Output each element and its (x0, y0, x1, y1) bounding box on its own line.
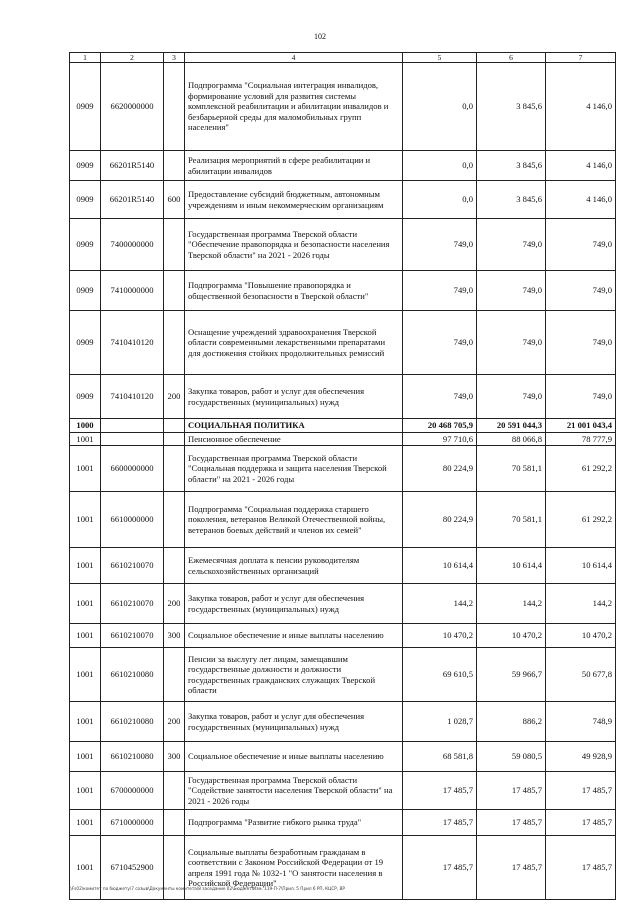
amount-year1-cell: 749,0 (403, 219, 477, 271)
table-row (70, 648, 616, 702)
expense-type-cell: 200 (164, 375, 185, 419)
target-article-cell: 7410410120 (101, 375, 164, 419)
description-cell: Оснащение учреждений здравоохранения Тверской области современными лекарственными препаратами для достижения стойких продолжительных ремиссий (185, 311, 403, 375)
amount-year3-cell: 78 777,9 (546, 432, 616, 445)
expense-type-cell (164, 446, 185, 492)
amount-year1-cell: 69 610,5 (403, 648, 477, 702)
description-cell: Социальное обеспечение и иные выплаты населению (185, 742, 403, 772)
amount-year2-cell: 749,0 (477, 271, 546, 311)
column-header: 3 (164, 53, 185, 63)
section-code-cell: 0909 (70, 181, 101, 219)
expense-type-cell (164, 271, 185, 311)
amount-year2-cell: 20 591 044,3 (477, 419, 546, 432)
description-cell: Пенсионное обеспечение (185, 432, 403, 445)
description-cell: Пенсии за выслугу лет лицам, замещавшим государственные должности и должности государственных гражданских служащих Тверской области (185, 648, 403, 702)
amount-year2-cell: 17 485,7 (477, 810, 546, 836)
amount-year1-cell: 0,0 (403, 151, 477, 181)
description-cell: Закупка товаров, работ и услуг для обеспечения государственных (муниципальных) нужд (185, 584, 403, 624)
table-row (70, 63, 616, 151)
target-article-cell (101, 419, 164, 432)
expense-type-cell: 300 (164, 624, 185, 648)
amount-year3-cell: 17 485,7 (546, 836, 616, 900)
amount-year1-cell: 1 028,7 (403, 702, 477, 742)
amount-year1-cell: 0,0 (403, 63, 477, 151)
table-row (70, 375, 616, 419)
section-code-cell: 0909 (70, 311, 101, 375)
target-article-cell: 7410000000 (101, 271, 164, 311)
expense-type-cell (164, 311, 185, 375)
description-cell: Государственная программа Тверской области "Содействие занятости населения Тверской области" на 2021 - 2026 годы (185, 772, 403, 810)
target-article-cell: 6610210070 (101, 584, 164, 624)
table-row (70, 548, 616, 584)
description-cell: СОЦИАЛЬНАЯ ПОЛИТИКА (185, 419, 403, 432)
amount-year3-cell: 749,0 (546, 219, 616, 271)
target-article-cell: 6610210070 (101, 548, 164, 584)
amount-year3-cell: 61 292,2 (546, 446, 616, 492)
amount-year1-cell: 749,0 (403, 375, 477, 419)
description-cell: Государственная программа Тверской области "Социальная поддержка и защита населения Тверской области" на 2021 - 2026 годы (185, 446, 403, 492)
column-header: 2 (101, 53, 164, 63)
amount-year2-cell: 749,0 (477, 311, 546, 375)
section-code-cell: 0909 (70, 219, 101, 271)
page-number: 102 (314, 32, 326, 41)
description-cell: Подпрограмма "Социальная интеграция инвалидов, формирование условий для развития системы комплексной реабилитации и абилитации инвалидов и безбарьерной среды для маломобильных групп населения" (185, 63, 403, 151)
expense-type-cell (164, 432, 185, 445)
table-row (70, 446, 616, 492)
column-header: 1 (70, 53, 101, 63)
amount-year1-cell: 20 468 705,9 (403, 419, 477, 432)
section-code-cell: 1001 (70, 836, 101, 900)
amount-year2-cell: 59 966,7 (477, 648, 546, 702)
table-row (70, 271, 616, 311)
table-row (70, 702, 616, 742)
amount-year3-cell: 749,0 (546, 375, 616, 419)
amount-year3-cell: 4 146,0 (546, 151, 616, 181)
table-row (70, 742, 616, 772)
expense-type-cell (164, 810, 185, 836)
budget-table (69, 52, 616, 900)
table-row (70, 772, 616, 810)
table-row (70, 181, 616, 219)
amount-year3-cell: 50 677,8 (546, 648, 616, 702)
amount-year2-cell: 3 845,6 (477, 151, 546, 181)
description-cell: Закупка товаров, работ и услуг для обеспечения государственных (муниципальных) нужд (185, 702, 403, 742)
table-row (70, 419, 616, 432)
amount-year1-cell: 17 485,7 (403, 836, 477, 900)
target-article-cell: 6610210080 (101, 742, 164, 772)
expense-type-cell (164, 219, 185, 271)
section-code-cell: 1001 (70, 648, 101, 702)
amount-year3-cell: 49 928,9 (546, 742, 616, 772)
amount-year3-cell: 10 470,2 (546, 624, 616, 648)
amount-year3-cell: 17 485,7 (546, 772, 616, 810)
amount-year2-cell: 3 845,6 (477, 181, 546, 219)
section-code-cell: 0909 (70, 151, 101, 181)
amount-year3-cell: 10 614,4 (546, 548, 616, 584)
description-cell: Подпрограмма "Развитие гибкого рынка труда" (185, 810, 403, 836)
amount-year2-cell: 3 845,6 (477, 63, 546, 151)
section-code-cell: 1001 (70, 702, 101, 742)
amount-year1-cell: 80 224,9 (403, 446, 477, 492)
amount-year3-cell: 749,0 (546, 271, 616, 311)
column-header: 4 (185, 53, 403, 63)
expense-type-cell: 600 (164, 181, 185, 219)
expense-type-cell (164, 151, 185, 181)
table-row (70, 492, 616, 548)
amount-year3-cell: 4 146,0 (546, 181, 616, 219)
column-header: 6 (477, 53, 546, 63)
expense-type-cell: 200 (164, 702, 185, 742)
amount-year2-cell: 59 080,5 (477, 742, 546, 772)
section-code-cell: 1001 (70, 446, 101, 492)
description-cell: Закупка товаров, работ и услуг для обеспечения государственных (муниципальных) нужд (185, 375, 403, 419)
expense-type-cell (164, 548, 185, 584)
description-cell: Социальное обеспечение и иные выплаты населению (185, 624, 403, 648)
expense-type-cell (164, 648, 185, 702)
section-code-cell: 0909 (70, 271, 101, 311)
target-article-cell: 6610210070 (101, 624, 164, 648)
amount-year2-cell: 17 485,7 (477, 772, 546, 810)
target-article-cell: 6600000000 (101, 446, 164, 492)
expense-type-cell (164, 492, 185, 548)
amount-year1-cell: 749,0 (403, 311, 477, 375)
target-article-cell: 7410410120 (101, 311, 164, 375)
section-code-cell: 1001 (70, 772, 101, 810)
amount-year2-cell: 88 066,8 (477, 432, 546, 445)
amount-year3-cell: 144,2 (546, 584, 616, 624)
amount-year1-cell: 0,0 (403, 181, 477, 219)
expense-type-cell: 300 (164, 742, 185, 772)
amount-year1-cell: 17 485,7 (403, 772, 477, 810)
amount-year2-cell: 17 485,7 (477, 836, 546, 900)
amount-year2-cell: 749,0 (477, 219, 546, 271)
amount-year2-cell: 70 581,1 (477, 492, 546, 548)
table-row (70, 810, 616, 836)
target-article-cell: 6620000000 (101, 63, 164, 151)
amount-year2-cell: 144,2 (477, 584, 546, 624)
section-code-cell: 1001 (70, 624, 101, 648)
target-article-cell: 6700000000 (101, 772, 164, 810)
amount-year1-cell: 68 581,8 (403, 742, 477, 772)
section-code-cell: 1001 (70, 432, 101, 445)
target-article-cell: 6710452900 (101, 836, 164, 900)
expense-type-cell (164, 419, 185, 432)
target-article-cell: 6710000000 (101, 810, 164, 836)
amount-year2-cell: 886,2 (477, 702, 546, 742)
amount-year1-cell: 144,2 (403, 584, 477, 624)
description-cell: Реализация мероприятий в сфере реабилитации и абилитации инвалидов (185, 151, 403, 181)
table-row (70, 432, 616, 445)
table-row (70, 624, 616, 648)
target-article-cell (101, 432, 164, 445)
description-cell: Ежемесячная доплата к пенсии руководителям сельскохозяйственных организаций (185, 548, 403, 584)
amount-year3-cell: 61 292,2 (546, 492, 616, 548)
description-cell: Государственная программа Тверской области "Обеспечение правопорядка и безопасности населения Тверской области" на 2021 - 2026 годы (185, 219, 403, 271)
amount-year3-cell: 17 485,7 (546, 810, 616, 836)
amount-year2-cell: 70 581,1 (477, 446, 546, 492)
section-code-cell: 0909 (70, 63, 101, 151)
section-code-cell: 1001 (70, 742, 101, 772)
column-header: 5 (403, 53, 477, 63)
amount-year3-cell: 4 146,0 (546, 63, 616, 151)
column-header: 7 (546, 53, 616, 63)
table-row (70, 311, 616, 375)
description-cell: Подпрограмма "Повышение правопорядка и общественной безопасности в Тверской области" (185, 271, 403, 311)
amount-year2-cell: 10 470,2 (477, 624, 546, 648)
amount-year2-cell: 10 614,4 (477, 548, 546, 584)
section-code-cell: 1001 (70, 584, 101, 624)
target-article-cell: 6610000000 (101, 492, 164, 548)
amount-year1-cell: 749,0 (403, 271, 477, 311)
amount-year3-cell: 749,0 (546, 311, 616, 375)
amount-year1-cell: 97 710,6 (403, 432, 477, 445)
description-cell: Социальные выплаты безработным гражданам в соответствии с Законом Российской Федерации от 19 апреля 1991 года № 1032-1 "О занятости населения в Российской Федерации" (185, 836, 403, 900)
table-row (70, 151, 616, 181)
description-cell: Подпрограмма "Социальная поддержка старшего поколения, ветеранов Великой Отечественной войны, ветеранов боевых действий и членов их семей" (185, 492, 403, 548)
description-cell: Предоставление субсидий бюджетным, автономным учреждениям и иным некоммерческим организациям (185, 181, 403, 219)
amount-year3-cell: 21 001 043,4 (546, 419, 616, 432)
section-code-cell: 1001 (70, 810, 101, 836)
target-article-cell: 66201R5140 (101, 151, 164, 181)
amount-year1-cell: 80 224,9 (403, 492, 477, 548)
target-article-cell: 66201R5140 (101, 181, 164, 219)
target-article-cell: 6610210080 (101, 702, 164, 742)
table-row (70, 584, 616, 624)
table-row (70, 219, 616, 271)
section-code-cell: 1001 (70, 548, 101, 584)
amount-year1-cell: 17 485,7 (403, 810, 477, 836)
expense-type-cell: 200 (164, 584, 185, 624)
target-article-cell: 7400000000 (101, 219, 164, 271)
target-article-cell: 6610210080 (101, 648, 164, 702)
file-path-footer: \\Fs02\комитет по бюджету\7 созыв\Документы комитета\8 заседание 02\Бюджет\Изм. 119-П-7\Прил. 5 Прил 6 РП, КЦСР, ВР (69, 886, 345, 891)
section-code-cell: 1001 (70, 492, 101, 548)
amount-year2-cell: 749,0 (477, 375, 546, 419)
amount-year3-cell: 748,9 (546, 702, 616, 742)
expense-type-cell (164, 772, 185, 810)
table-header-row (70, 53, 616, 63)
section-code-cell: 0909 (70, 375, 101, 419)
expense-type-cell (164, 63, 185, 151)
amount-year1-cell: 10 614,4 (403, 548, 477, 584)
amount-year1-cell: 10 470,2 (403, 624, 477, 648)
section-code-cell: 1000 (70, 419, 101, 432)
